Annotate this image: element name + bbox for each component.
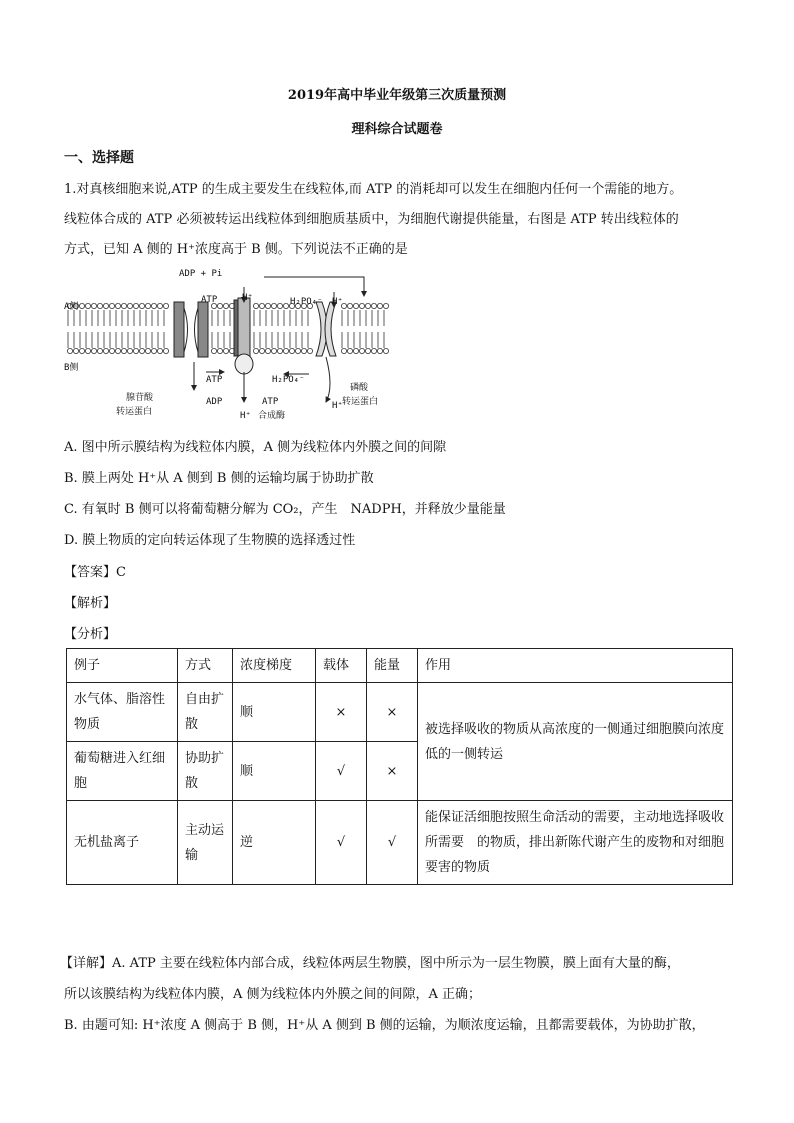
cell-gradient: 顺 [233,683,316,742]
transport-table [66,648,733,885]
option-b: B. 膜上两处 H⁺从 A 侧到 B 侧的运输均属于协助扩散 [64,471,374,486]
cell-carrier: × [316,683,367,742]
page-title: 2019年高中毕业年级第三次质量预测 [287,88,507,103]
h-bottom-label-2: H⁺ [332,401,343,411]
header-effect: 作用 [418,649,733,683]
adenine-translocator [174,302,208,357]
header-mode: 方式 [178,649,233,683]
h2po4-top-label: H₂PO₄⁻ [290,297,323,307]
page-subtitle: 理科综合试题卷 [351,122,443,137]
question-stem-line-3: 方式，已知 A 侧的 H⁺浓度高于 B 侧。下列说法不正确的是 [64,242,408,257]
cell-mode: 协助扩散 [178,742,233,801]
header-example: 例子 [67,649,178,683]
table-row [67,683,733,742]
atp-synthase [234,298,253,374]
h-top-label-2: H⁺ [332,297,343,307]
section-heading: 一、选择题 [64,150,134,166]
answer-line: 【答案】C [64,565,126,580]
adp-bottom-label: ADP [206,397,223,407]
option-d: D. 膜上物质的定向转运体现了生物膜的选择透过性 [64,533,356,548]
fenxi-label: 【分析】 [64,627,117,642]
adenine-label-2: 转运蛋白 [116,407,153,417]
header-carrier: 载体 [316,649,367,683]
cell-example: 无机盐离子 [67,801,178,885]
cell-energy: × [367,742,418,801]
detail-line-3: B. 由题可知: H⁺浓度 A 侧高于 B 侧，H⁺从 A 侧到 B 侧的运输，为顺浓度运输，且都需要载体，为协助扩散， [64,1018,705,1033]
question-stem-line-2: 线粒体合成的 ATP 必须被转运出线粒体到细胞质基质中，为细胞代谢提供能量，右图是 ATP 转出线粒体的 [64,212,679,227]
atp-mid-label: ATP [206,375,223,385]
option-a: A. 图中所示膜结构为线粒体内膜，A 侧为线粒体内外膜之间的间隙 [64,440,447,455]
atp-synthase-label-1: ATP [262,397,279,407]
option-c: C. 有氧时 B 侧可以将葡萄糖分解为 CO₂，产生 NADPH，并释放少量能量 [64,502,506,517]
phosphate-label-1: 磷酸 [350,383,369,393]
cell-gradient: 逆 [233,801,316,885]
h2po4-bottom-label: H₂PO₄⁻ [272,375,305,385]
membrane-diagram [64,262,424,432]
header-energy: 能量 [367,649,418,683]
cell-example: 水气体、脂溶性物质 [67,683,178,742]
question-stem-line-1: 1.对真核细胞来说,ATP 的生成主要发生在线粒体,而 ATP 的消耗却可以发生在细胞内任何一个需能的地方。 [64,182,683,197]
cell-energy: √ [367,801,418,885]
cell-energy: × [367,683,418,742]
cell-example: 葡萄糖进入红细胞 [67,742,178,801]
atp-synthase-label-2: 合成酶 [258,411,286,421]
cell-carrier: √ [316,801,367,885]
table-header-row [67,649,733,683]
detail-line-1: 【详解】A. ATP 主要在线粒体内部合成，线粒体两层生物膜，图中所示为一层生物膜，膜上面有大量的酶， [60,956,680,971]
cell-gradient: 顺 [233,742,316,801]
side-b-label: B侧 [64,363,79,373]
phosphate-transporter [316,302,336,356]
adp-pi-label: ADP + Pi [179,269,223,279]
cell-effect-active: 能保证活细胞按照生命活动的需要，主动地选择吸收所需要 的物质，排出新陈代谢产生的废物和对细胞要害的物质 [418,801,733,885]
cell-mode: 主动运输 [178,801,233,885]
analysis-label: 【解析】 [64,596,117,611]
atp-top-label: ATP [201,295,218,305]
adenine-label-1: 腺苷酸 [126,393,154,403]
cell-carrier: √ [316,742,367,801]
header-gradient: 浓度梯度 [233,649,316,683]
cell-mode: 自由扩散 [178,683,233,742]
phosphate-label-2: 转运蛋白 [342,397,379,407]
detail-line-2: 所以该膜结构为线粒体内膜，A 侧为线粒体内外膜之间的间隙，A 正确； [64,987,482,1002]
table-row [67,801,733,885]
lipid-bilayer [67,303,388,353]
h-top-label-1: H⁺ [242,293,253,303]
side-a-label: A侧 [64,302,79,312]
cell-effect-passive: 被选择吸收的物质从高浓度的一侧通过细胞膜向浓度低的一侧转运 [418,683,733,801]
h-bottom-label-1: H⁺ [240,411,251,421]
